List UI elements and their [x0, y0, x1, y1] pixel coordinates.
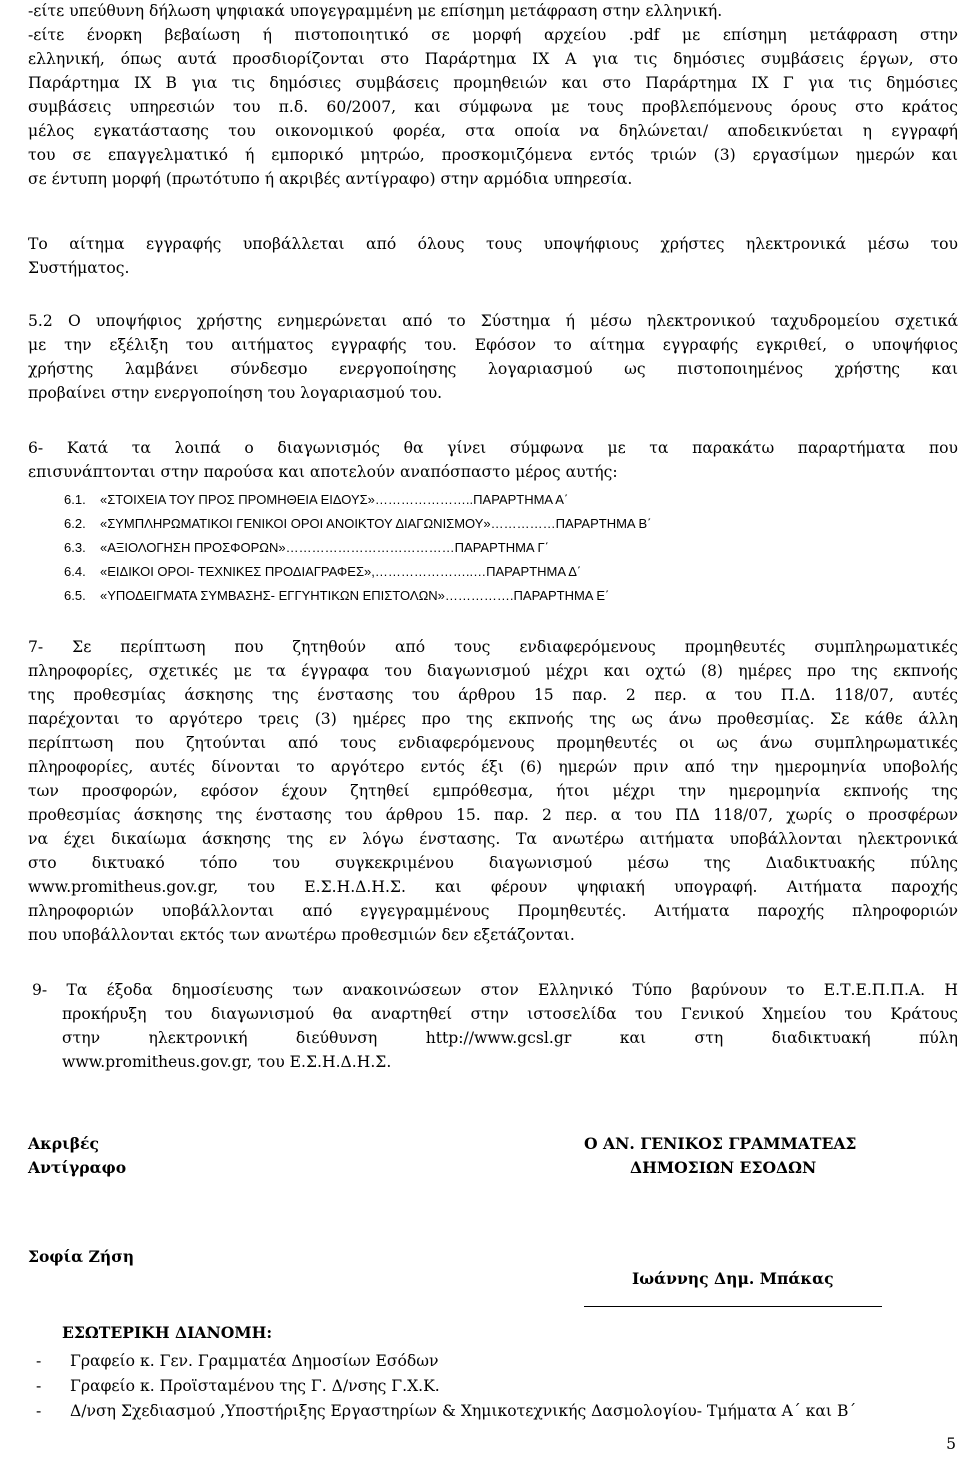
application-line: Συστήματος.: [28, 259, 130, 277]
annex-dots: ……………: [490, 516, 556, 531]
signatory-name: Ιωάννης Δημ. Μπάκας: [632, 1269, 834, 1288]
section-5-2-line: προβαίνει στην ενεργοποίηση του λογαριασμού του.: [28, 384, 443, 402]
section-7-line: των προσφορών, εφόσον έχουν ζητηθεί εμπρόθεσμα, ήτοι μέχρι την ημερομηνία εκπνοής της: [28, 782, 958, 800]
signature-line: [584, 1306, 882, 1307]
annex-title: «ΑΞΙΟΛΟΓΗΣΗ ΠΡΟΣΦΟΡΩΝ»: [100, 540, 286, 555]
section-9-line: στην ηλεκτρονική διεύθυνση http://www.gcsl.gr και στη διαδικτυακή πύλη: [62, 1029, 958, 1047]
annex-title: «ΣΤΟΙΧΕΙΑ ΤΟΥ ΠΡΟΣ ΠΡΟΜΗΘΕΙΑ ΕΙΔΟΥΣ»: [100, 492, 375, 507]
annex-label: ΠΑΡΑΡΤΗΜΑ Γ΄: [454, 540, 549, 555]
distribution-item: - Δ/νση Σχεδιασμού ,Υποστήριξης Εργαστηρίων & Χημικοτεχνικής Δασμολογίου- Τμήματα Α΄ και Β΄: [36, 1402, 857, 1420]
annex-number: 6.3.: [64, 540, 86, 555]
section-7-line: στο δικτυακό τόπο του συγκεκριμένου διαγωνισμού μέσω της Διαδικτυακής πύλης: [28, 854, 958, 872]
distribution-item-text: Γραφείο κ. Προϊσταμένου της Γ. Δ/νσης Γ.Χ.Κ.: [70, 1377, 440, 1395]
intro-line: ελληνική, όπως αυτά προσδιορίζονται στο Παράρτημα ΙΧ Α για τις δημόσιες συμβάσεις έργων, στο: [28, 50, 958, 68]
section-5-2-line: χρήστης λαμβάνει σύνδεσμο ενεργοποίησης λογαριασμού ως πιστοποιημένος χρήστης και: [28, 360, 958, 378]
annex-item: [64, 490, 704, 510]
section-6-line: επισυνάπτονται στην παρούσα και αποτελούν αναπόσπαστο μέρος αυτής:: [28, 463, 618, 481]
intro-line: σε έντυπη μορφή (πρωτότυπο ή ακριβές αντίγραφο) στην αρμόδια υπηρεσία.: [28, 170, 633, 188]
annex-dots: …………….: [444, 588, 514, 603]
section-7-line: πληροφορίες, σχετικές με τα έγγραφα του διαγωνισμού μέχρι και οχτώ (8) ημέρες προ της εκπνοής: [28, 662, 958, 680]
annex-item: [64, 586, 704, 606]
certified-copy-label: Ακριβές: [28, 1134, 100, 1153]
annex-dots: …………………..…: [374, 564, 487, 579]
intro-line: μέλος εγκατάστασης του οικονομικού φορέα, στα οποία να δηλώνεται/ αποδεικνύεται η εγγραφή: [28, 122, 958, 140]
application-line: Το αίτημα εγγραφής υποβάλλεται από όλους τους υποψήφιους χρήστες ηλεκτρονικά μέσω του: [28, 235, 958, 253]
annex-title: «ΥΠΟΔΕΙΓΜΑΤΑ ΣΥΜΒΑΣΗΣ- ΕΓΓΥΗΤΙΚΩΝ ΕΠΙΣΤΟΛΩΝ»: [100, 588, 445, 603]
section-7-line: να έχει δικαίωμα άσκησης της εν λόγω ένστασης. Τα ανωτέρω αιτήματα υποβάλλονται ηλεκτρονικά: [28, 830, 958, 848]
section-7-line: περίπτωση που ζητούνται από τους ενδιαφερόμενους προμηθευτές οι ως άνω συμπληρωματικές: [28, 734, 958, 752]
section-7-line: της προθεσμίας άσκησης της ένστασης του άρθρου 15 παρ. 2 περ. α του Π.Δ. 118/07, αυτές: [28, 686, 958, 704]
annex-title: «ΣΥΜΠΛΗΡΩΜΑΤΙΚΟΙ ΓΕΝΙΚΟΙ ΟΡΟΙ ΑΝΟΙΚΤΟΥ ΔΙΑΓΩΝΙΣΜΟΥ»: [100, 516, 491, 531]
section-9-line: προκήρυξη του διαγωνισμού θα αναρτηθεί στην ιστοσελίδα του Γενικού Χημείου του Κράτους: [62, 1005, 958, 1023]
signatory-title: Ο ΑΝ. ΓΕΝΙΚΟΣ ΓΡΑΜΜΑΤΕΑΣ: [584, 1134, 857, 1153]
certified-copy-label: Αντίγραφο: [28, 1158, 127, 1177]
section-6-line: 6- Κατά τα λοιπά ο διαγωνισμός θα γίνει σύμφωνα με τα παρακάτω παραρτήματα που: [28, 439, 958, 457]
copy-signatory-name: Σοφία Ζήση: [28, 1247, 135, 1266]
annex-dots: …………………..: [374, 492, 474, 507]
annex-number: 6.5.: [64, 588, 86, 603]
annex-label: ΠΑΡΑΡΤΗΜΑ Α΄: [473, 492, 569, 507]
annex-dots: …………………………………: [285, 540, 455, 555]
distribution-item: - Γραφείο κ. Προϊσταμένου της Γ. Δ/νσης Γ.Χ.Κ.: [36, 1377, 440, 1395]
annex-item: [64, 562, 704, 582]
annex-item: [64, 538, 704, 558]
signatory-department: ΔΗΜΟΣΙΩΝ ΕΣΟΔΩΝ: [630, 1158, 817, 1177]
intro-line: Παράρτημα ΙΧ Β για τις δημόσιες συμβάσεις προμηθειών και στο Παράρτημα ΙΧ Γ για τις δημόσιες: [28, 74, 958, 92]
annex-item: [64, 514, 704, 534]
section-5-2-line: με την εξέλιξη του αιτήματος εγγραφής του. Εφόσον το αίτημα εγγραφής εγκριθεί, ο υποψήφιος: [28, 336, 958, 354]
section-7-line: 7- Σε περίπτωση που ζητηθούν από τους ενδιαφερόμενους προμηθευτές συμπληρωματικές: [28, 638, 958, 656]
intro-line: συμβάσεις υπηρεσιών του π.δ. 60/2007, και σύμφωνα με τους προβλεπόμενους όρους στο κράτος: [28, 98, 958, 116]
distribution-item-text: Γραφείο κ. Γεν. Γραμματέα Δημοσίων Εσόδων: [70, 1352, 439, 1370]
intro-line: -είτε ένορκη βεβαίωση ή πιστοποιητικό σε μορφή αρχείου .pdf με επίσημη μετάφραση στην: [28, 26, 958, 44]
annex-label: ΠΑΡΑΡΤΗΜΑ Β΄: [555, 516, 652, 531]
section-7-line: προθεσμίας άσκησης της ένστασης του άρθρου 15. παρ. 2 περ. α του ΠΔ 118/07, χωρίς ο προσφέρων: [28, 806, 958, 824]
distribution-item-text: Δ/νση Σχεδιασμού ,Υποστήριξης Εργαστηρίων & Χημικοτεχνικής Δασμολογίου- Τμήματα Α΄ και Β΄: [70, 1402, 857, 1420]
section-7-line: www.promitheus.gov.gr, του Ε.Σ.Η.Δ.Η.Σ. και φέρουν ψηφιακή υπογραφή. Αιτήματα παροχής: [28, 878, 958, 896]
annex-number: 6.4.: [64, 564, 86, 579]
section-9-line: 9- Τα έξοδα δημοσίευσης των ανακοινώσεων στον Ελληνικό Τύπο βαρύνουν το Ε.Τ.Ε.Π.Π.Α. Η: [32, 981, 958, 999]
annex-label: ΠΑΡΑΡΤΗΜΑ Δ΄: [486, 564, 582, 579]
section-9-line: www.promitheus.gov.gr, του Ε.Σ.Η.Δ.Η.Σ.: [62, 1053, 392, 1071]
annex-number: 6.2.: [64, 516, 86, 531]
intro-line: του σε επαγγελματικό ή εμπορικό μητρώο, προσκομιζόμενα εντός τριών (3) εργασίμων ημερών και: [28, 146, 958, 164]
intro-line: -είτε υπεύθυνη δήλωση ψηφιακά υπογεγραμμένη με επίσημη μετάφραση στην ελληνική.: [28, 2, 723, 20]
page-number: 5: [946, 1435, 956, 1453]
section-7-line: πληροφορίες, αυτές δίνονται το αργότερο εντός έξι (6) ημερών πριν από την ημερομηνία υποβολής: [28, 758, 958, 776]
section-7-line: που υποβάλλονται εκτός των ανωτέρω προθεσμιών δεν εξετάζονται.: [28, 926, 575, 944]
annex-number: 6.1.: [64, 492, 86, 507]
section-7-line: παρέχονται το αργότερο τρεις (3) ημέρες προ της εκπνοής της ως άνω προθεσμίας. Σε κάθε άλλη: [28, 710, 958, 728]
annex-title: «ΕΙΔΙΚΟΙ ΟΡΟΙ- ΤΕΧΝΙΚΕΣ ΠΡΟΔΙΑΓΡΑΦΕΣ»,: [100, 564, 375, 579]
distribution-item: - Γραφείο κ. Γεν. Γραμματέα Δημοσίων Εσόδων: [36, 1352, 439, 1370]
section-7-line: πληροφοριών υποβάλλονται από εγγεγραμμένους Προμηθευτές. Αιτήματα παροχής πληροφοριών: [28, 902, 958, 920]
annex-label: ΠΑΡΑΡΤΗΜΑ Ε΄: [513, 588, 610, 603]
section-5-2-line: 5.2 Ο υποψήφιος χρήστης ενημερώνεται από το Σύστημα ή μέσω ηλεκτρονικού ταχυδρομείου σχετικά: [28, 312, 958, 330]
distribution-heading: ΕΣΩΤΕΡΙΚΗ ΔΙΑΝΟΜΗ:: [62, 1323, 273, 1342]
